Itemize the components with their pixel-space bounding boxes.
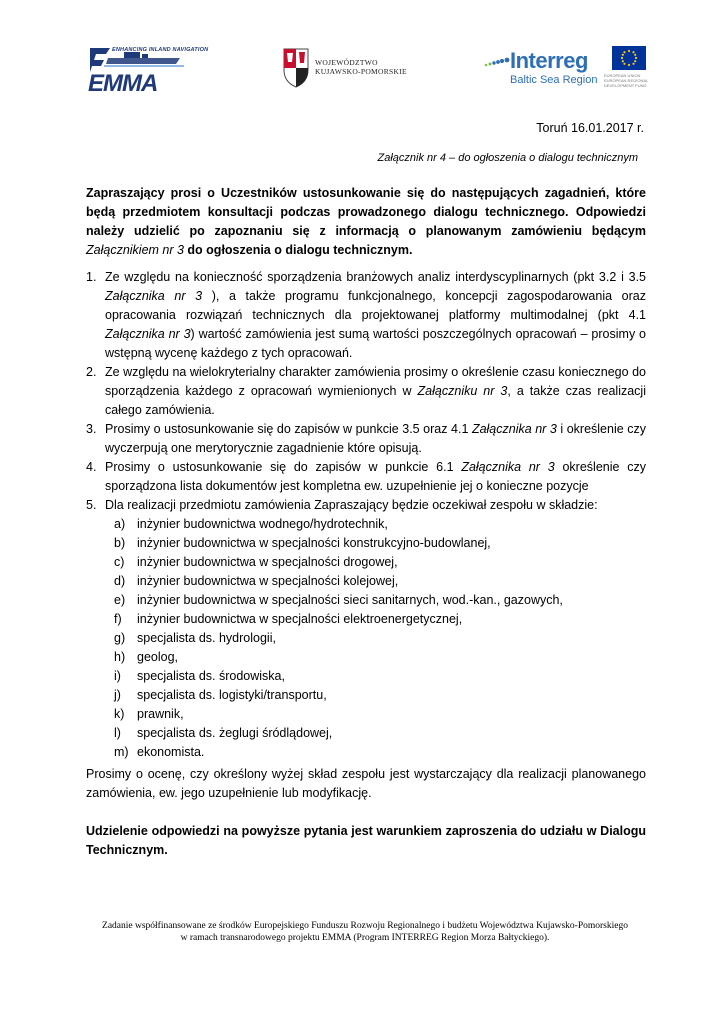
team-member: i) specjalista ds. środowiska, [114, 669, 285, 683]
team-member: e) inżynier budownictwa w specjalności sieci sanitarnych, wod.-kan., gazowych, [114, 593, 563, 607]
interreg-logo [484, 46, 654, 102]
interreg-wordmark: Interreg [510, 48, 588, 73]
region-name: WOJEWÓDZTWO KUJAWSKO-POMORSKIE [315, 58, 407, 76]
team-member: c) inżynier budownictwa w specjalności drogowej, [114, 555, 398, 569]
condition-paragraph: Udzielenie odpowiedzi na powyższe pytania jest warunkiem zaproszenia do udziału w Dialogu Technicznym. [86, 824, 646, 857]
emma-logo [84, 44, 209, 100]
team-member: g) specjalista ds. hydrologii, [114, 631, 276, 645]
team-member: m) ekonomista. [114, 745, 205, 759]
attachment-reference: Załącznikiem nr 3 [86, 243, 184, 257]
emma-wordmark: EMMA [88, 70, 158, 97]
team-member: f) inżynier budownictwa w specjalności elektroenergetycznej, [114, 612, 463, 626]
intro-paragraph: Zapraszający prosi o Uczestników ustosunkowanie się do następujących zagadnień, które będą przedmiotem konsultacji podczas prowadzonego dialogu technicznego. Odpowiedzi należy udzielić po zapoznaniu się z informacją o planowanym zamówieniu będącym Załącznikiem nr 3 do ogłoszenia o dialogu technicznym. [86, 186, 646, 257]
team-member: k) prawnik, [114, 707, 184, 721]
header-logos [0, 40, 725, 104]
list-item: 5. Dla realizacji przedmiotu zamówienia Zapraszający będzie oczekiwał zespołu w składzie: [86, 498, 598, 512]
list-item: 1. Ze względu na konieczność sporządzenia branżowych analiz interdyscyplinarnych (pkt 3.2 i 3.5 Załącznika nr 3 ), a także programu funkcjonalnego, koncepcji zagospodarowania oraz opracowania rozwiązań technicznych dla projektowanej platformy multimodalnej (pkt 4.1 Załącznika nr 3) wartość zamówienia jest sumą wartości poszczególnych opracowań – prosimy o wstępną wycenę każdego z tych opracowań. [86, 270, 647, 360]
document-date: Toruń 16.01.2017 r. [536, 121, 644, 135]
list-item: 2. Ze względu na wielokryterialny charakter zamówienia prosimy o określenie czasu koniecznego do sporządzenia każdego z opracowań wymienionych w Załączniku nr 3, a także czas realizacji całego zamówienia. [86, 365, 646, 417]
team-member: h) geolog, [114, 650, 179, 664]
team-member: l) specjalista ds. żeglugi śródlądowej, [114, 726, 333, 740]
list-item: 3. Prosimy o ustosunkowanie się do zapisów w punkcie 3.5 oraz 4.1 Załącznika nr 3 i określenie czy wyczerpują one merytorycznie zagadnienie które opisują. [86, 422, 646, 455]
team-member: d) inżynier budownictwa w specjalności kolejowej, [114, 574, 399, 588]
eu-flag-icon [612, 46, 646, 70]
team-member: j) specjalista ds. logistyki/transportu, [114, 688, 327, 702]
interreg-dots-icon [484, 54, 510, 68]
attachment-label: Załącznik nr 4 – do ogłoszenia o dialogu technicznym [377, 152, 638, 164]
emma-tagline: ENHANCING INLAND NAVIGATION [112, 47, 209, 53]
kujawsko-pomorskie-logo [283, 48, 443, 96]
team-member: a) inżynier budownictwa wodnego/hydrotechnik, [114, 517, 388, 531]
interreg-subtitle: Baltic Sea Region [510, 74, 598, 86]
team-member: b) inżynier budownictwa w specjalności konstrukcyjno-budowlanej, [114, 536, 491, 550]
coat-of-arms-icon [283, 48, 309, 88]
questions-list [86, 268, 646, 762]
team-rating-paragraph: Prosimy o ocenę, czy określony wyżej skład zespołu jest wystarczający dla realizacji planowanego zamówienia, ew. jego uzupełnienie lub modyfikację. [86, 767, 646, 800]
list-item: 4. Prosimy o ustosunkowanie się do zapisów w punkcie 6.1 Załącznika nr 3 określenie czy sporządzona lista dokumentów jest kompletna ew. uzupełnienie jej o konieczne pozycje [86, 460, 646, 493]
eu-caption: EUROPEAN UNION EUROPEAN REGIONAL DEVELOPMENT FUND [604, 73, 649, 88]
funding-footer: Zadanie współfinansowane ze środków Europejskiego Funduszu Rozwoju Regionalnego i budżetu Województwa Kujawsko-Pomorskiego w ramach transnarodowego projektu EMMA (Program INTERREG Region Morza Bałtyckiego). [102, 921, 628, 943]
